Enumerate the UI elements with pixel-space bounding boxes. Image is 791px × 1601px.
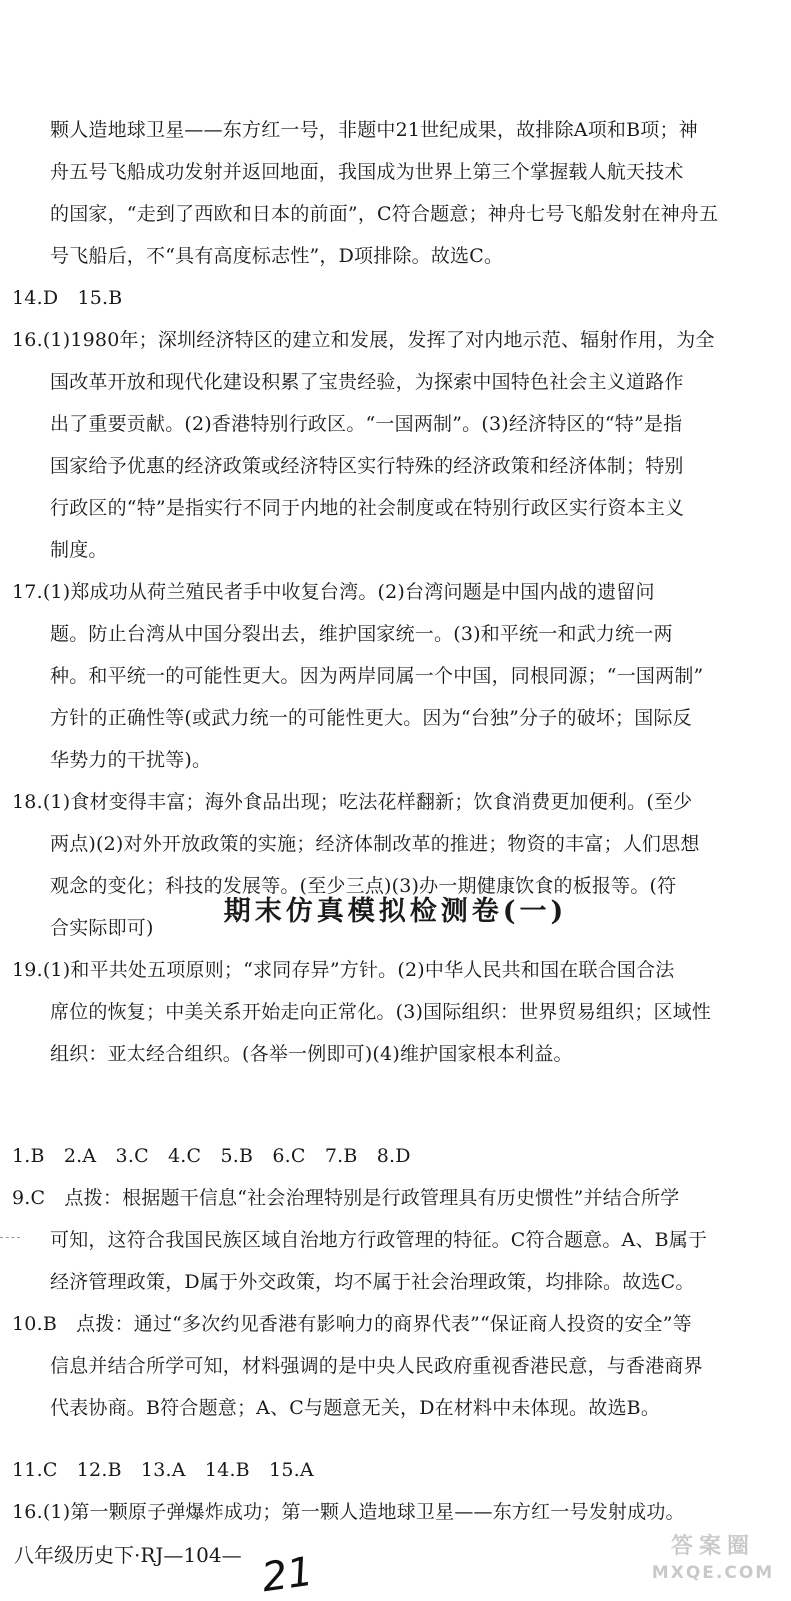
answer-line: 19.(1)和平共处五项原则；“求同存异”方针。(2)中华人民共和国在联合国合法	[12, 959, 675, 981]
answer-line: 种。和平统一的可能性更大。因为两岸同属一个中国，同根同源；“一国两制”	[50, 665, 704, 687]
answer-line: 组织：亚太经合组织。(各举一例即可)(4)维护国家根本利益。	[50, 1043, 573, 1065]
answer-line: 两点)(2)对外开放政策的实施；经济体制改革的推进；物资的丰富；人们思想	[50, 833, 700, 855]
answer-line: 16.(1)第一颗原子弹爆炸成功；第一颗人造地球卫星——东方红一号发射成功。	[12, 1501, 685, 1523]
watermark-logo	[643, 1532, 783, 1592]
answer-line: 14.D 15.B	[12, 287, 123, 309]
footer-page-label: 八年级历史下·RJ—104—	[14, 1543, 242, 1567]
watermark-text: 答案圈	[670, 1534, 755, 1559]
answer-line: 9.C 点拨：根据题干信息“社会治理特别是行政管理具有历史惯性”并结合所学	[12, 1187, 680, 1209]
answer-line: 11.C 12.B 13.A 14.B 15.A	[12, 1459, 314, 1481]
answer-line: 合实际即可)	[50, 917, 154, 939]
answer-line: 行政区的“特”是指实行不同于内地的社会制度或在特别行政区实行资本主义	[50, 497, 685, 519]
answer-line: 的国家，“走到了西欧和日本的前面”，C符合题意；神舟七号飞船发射在神舟五	[50, 203, 719, 225]
answer-line: 17.(1)郑成功从荷兰殖民者手中收复台湾。(2)台湾问题是中国内战的遗留问	[12, 581, 655, 603]
answer-line: 国家给予优惠的经济政策或经济特区实行特殊的经济政策和经济体制；特别	[50, 455, 684, 477]
answer-line: 舟五号飞船成功发射并返回地面，我国成为世界上第三个掌握载人航天技术	[50, 161, 684, 183]
section-heading: 期末仿真模拟检测卷(一)	[223, 896, 568, 927]
watermark-url: MXQE.COM	[651, 1563, 775, 1583]
answer-line: 18.(1)食材变得丰富；海外食品出现；吃法花样翻新；饮食消费更加便利。(至少	[12, 791, 693, 813]
answer-line: 席位的恢复；中美关系开始走向正常化。(3)国际组织：世界贸易组织；区域性	[50, 1001, 712, 1023]
answer-line: 代表协商。B符合题意；A、C与题意无关，D在材料中未体现。故选B。	[50, 1397, 661, 1419]
answer-line: 信息并结合所学可知，材料强调的是中央人民政府重视香港民意，与香港商界	[50, 1355, 703, 1377]
answer-line: 1.B 2.A 3.C 4.C 5.B 6.C 7.B 8.D	[12, 1145, 411, 1167]
answer-line: 10.B 点拨：通过“多次约见香港有影响力的商界代表”“保证商人投资的安全”等	[12, 1313, 692, 1335]
answer-line: 经济管理政策，D属于外交政策，均不属于社会治理政策，均排除。故选C。	[50, 1271, 695, 1293]
answer-line: 号飞船后，不“具有高度标志性”，D项排除。故选C。	[50, 245, 504, 267]
answer-line: 制度。	[50, 539, 108, 561]
margin-dash	[0, 1237, 20, 1238]
answer-line: 题。防止台湾从中国分裂出去，维护国家统一。(3)和平统一和武力统一两	[50, 623, 673, 645]
answer-line: 国改革开放和现代化建设积累了宝贵经验，为探索中国特色社会主义道路作	[50, 371, 684, 393]
answer-line: 方针的正确性等(或武力统一的可能性更大。因为“台独”分子的破坏；国际反	[50, 707, 692, 729]
answer-line: 华势力的干扰等)。	[50, 749, 212, 771]
answer-line: 可知，这符合我国民族区域自治地方行政管理的特征。C符合题意。A、B属于	[50, 1229, 708, 1251]
answer-line: 16.(1)1980年；深圳经济特区的建立和发展，发挥了对内地示范、辐射作用，为全	[12, 329, 715, 351]
answer-line: 观念的变化；科技的发展等。(至少三点)(3)办一期健康饮食的板报等。(符	[50, 875, 677, 897]
answer-line: 颗人造地球卫星——东方红一号，非题中21世纪成果，故排除A项和B项；神	[50, 119, 698, 141]
handwritten-number: 21	[259, 1548, 316, 1601]
answer-line: 出了重要贡献。(2)香港特别行政区。“一国两制”。(3)经济特区的“特”是指	[50, 413, 683, 435]
